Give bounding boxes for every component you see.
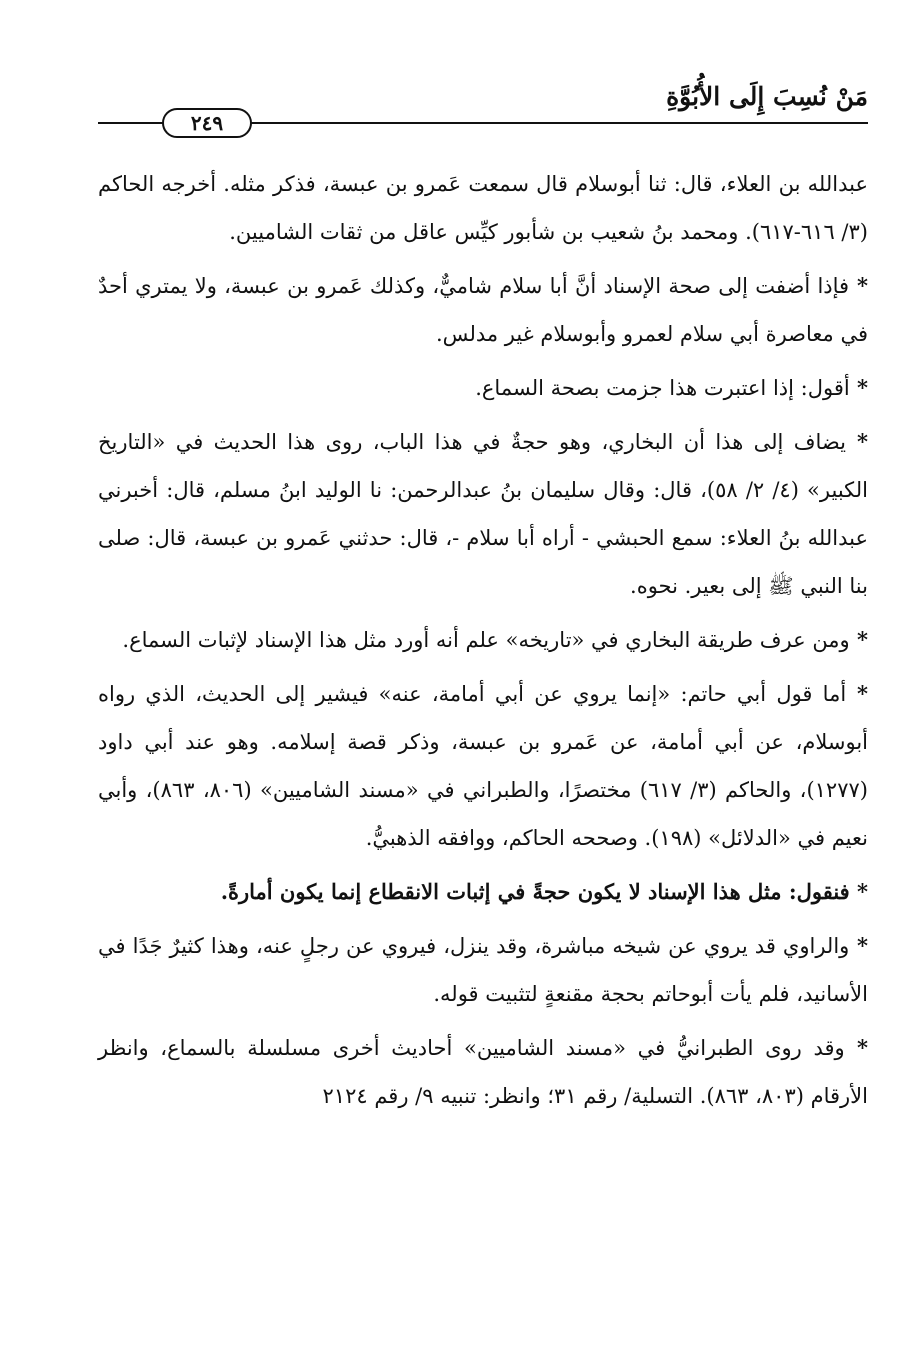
bullet-marker: * [849, 879, 868, 904]
paragraph-8 [98, 922, 868, 1018]
bullet-marker: * [844, 1035, 868, 1060]
running-title: مَنْ نُسِبَ إِلَى الأُبُوَّةِ [666, 82, 868, 111]
bullet-marker: * [849, 273, 868, 298]
paragraph-1 [98, 160, 868, 256]
bullet-marker: * [849, 933, 868, 958]
paragraph-text: ومن عرف طريقة البخاري في «تاريخه» علم أنه أورد مثل هذا الإسناد لإثبات السماع. [122, 628, 850, 652]
paragraph-text: فإذا أضفت إلى صحة الإسناد أنَّ أبا سلام شاميٌّ، وكذلك عَمرو بن عبسة، ولا يمتري أحدٌ في معاصرة أبي سلام لعمرو وأبوسلام غير مدلس. [98, 274, 868, 346]
bullet-marker: * [846, 681, 868, 706]
page-number: ٢٤٩ [162, 108, 252, 138]
paragraph-text: عبدالله بن العلاء، قال: ثنا أبوسلام قال سمعت عَمرو بن عبسة، فذكر مثله. أخرجه الحاكم (٣/ ٦١٦-٦١٧). ومحمد بنُ شعيب بن شأبور كيِّس عاقل من ثقات الشاميين. [98, 172, 868, 244]
paragraph-7 [98, 868, 868, 916]
page-header [98, 76, 868, 136]
paragraph-text: أما قول أبي حاتم: «إنما يروي عن أبي أمامة، عنه» فيشير إلى الحديث، الذي رواه أبوسلام، عن أبي أمامة، عن عَمرو بن عبسة، وذكر قصة إسلامه. وهو عند أبي داود (١٢٧٧)، والحاكم (٣/ ٦١٧) مختصرًا، والطبراني في «مسند الشاميين» (٨٠٦، ٨٦٣)، وأبي نعيم في «الدلائل» (١٩٨). وصححه الحاكم، ووافقه الذهبيُّ. [98, 682, 868, 850]
paragraph-9 [98, 1024, 868, 1120]
paragraph-text: فنقول: مثل هذا الإسناد لا يكون حجةً في إثبات الانقطاع إنما يكون أمارةً. [220, 879, 850, 904]
bullet-marker: * [846, 429, 868, 454]
paragraph-3 [98, 364, 868, 412]
paragraph-text: يضاف إلى هذا أن البخاري، وهو حجةٌ في هذا الباب، روى هذا الحديث في «التاريخ الكبير» (٤/ ٢/ ٥٨)، قال: وقال سليمان بنُ عبدالرحمن: نا الوليد ابنُ مسلم، قال: أخبرني عبدالله بنُ العلاء: سمع الحبشي - أراه أبا سلام -، قال: حدثني عَمرو بن عبسة، قال: صلى بنا النبي ﷺ إلى بعير. نحوه. [98, 430, 868, 598]
paragraph-6 [98, 670, 868, 862]
paragraph-text: أقول: إذا اعتبرت هذا جزمت بصحة السماع. [475, 376, 850, 400]
paragraph-2 [98, 262, 868, 358]
body-text [98, 160, 868, 1126]
paragraph-text: وقد روى الطبرانيُّ في «مسند الشاميين» أحاديث أخرى مسلسلة بالسماع، وانظر الأرقام (٨٠٣، ٨٦٣). التسلية/ رقم ٣١؛ وانظر: تنبيه ٩/ رقم ٢١٢٤ [98, 1036, 868, 1108]
bullet-marker: * [849, 375, 868, 400]
paragraph-4 [98, 418, 868, 610]
paragraph-text: والراوي قد يروي عن شيخه مباشرة، وقد ينزل، فيروي عن رجلٍ عنه، وهذا كثيرٌ جَدًا في الأسانيد، فلم يأت أبوحاتم بحجة مقنعةٍ لتثبيت قوله. [98, 934, 868, 1006]
bullet-marker: * [849, 627, 868, 652]
paragraph-5 [98, 616, 868, 664]
